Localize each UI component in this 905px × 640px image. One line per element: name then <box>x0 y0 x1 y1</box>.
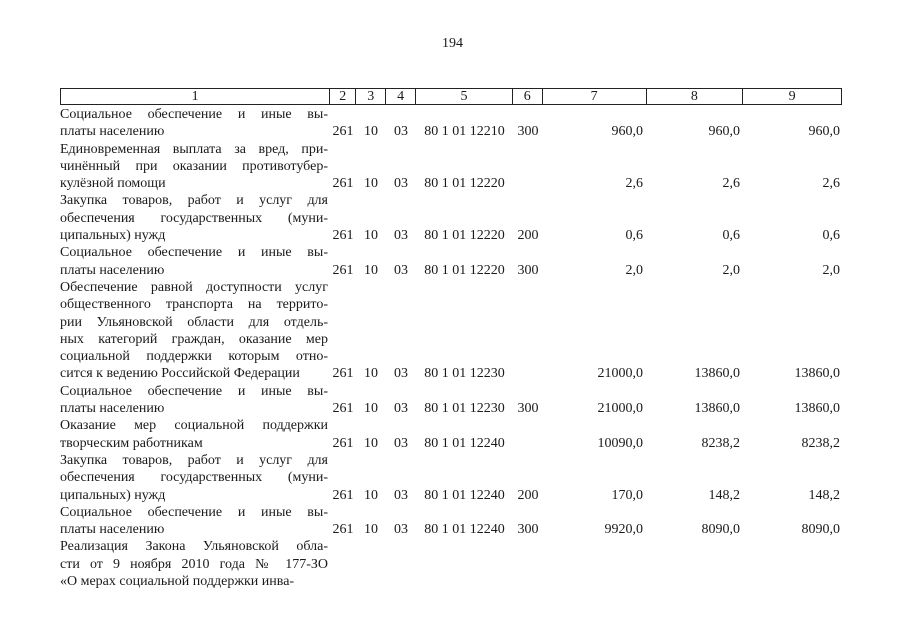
cell-amount-col9: 960,0 <box>808 124 840 140</box>
cell-target-article: 80 1 01 12240 <box>424 522 505 538</box>
cell-section: 10 <box>364 401 378 417</box>
row-name-line: платы населению <box>60 401 165 417</box>
row-name-line: творческим работникам <box>60 435 203 451</box>
row-name-line: Оказание мер социальной поддержки <box>60 418 328 434</box>
cell-target-article: 80 1 01 12220 <box>424 228 505 244</box>
table-row <box>60 504 842 539</box>
cell-amount-col7: 0,6 <box>625 228 643 244</box>
row-name <box>60 141 330 193</box>
row-name-line: ципальных) нужд <box>60 487 166 503</box>
cell-amount-col8: 960,0 <box>708 124 740 140</box>
cell-amount-col9: 13860,0 <box>794 401 840 417</box>
cell-section: 10 <box>364 435 378 451</box>
cell-expense-type: 300 <box>517 124 539 140</box>
cell-gr: 261 <box>332 262 354 278</box>
row-name-line: обеспечения государственных (муни- <box>60 210 328 226</box>
cell-section: 10 <box>364 262 378 278</box>
row-name-line: ципальных) нужд <box>60 228 166 244</box>
cell-amount-col8: 148,2 <box>708 487 740 503</box>
header-col-1: 1 <box>61 89 330 104</box>
cell-subsection: 03 <box>394 487 408 503</box>
cell-subsection: 03 <box>394 262 408 278</box>
cell-subsection: 03 <box>394 522 408 538</box>
cell-gr: 261 <box>332 228 354 244</box>
row-name-line: сти от 9 ноября 2010 года № 177-ЗО <box>60 556 328 572</box>
cell-amount-col8: 13860,0 <box>694 366 740 382</box>
header-col-7: 7 <box>543 89 647 104</box>
cell-amount-col7: 2,0 <box>625 262 643 278</box>
cell-amount-col7: 960,0 <box>611 124 643 140</box>
cell-amount-col8: 8090,0 <box>701 522 740 538</box>
row-name-line: ных категорий граждан, оказание мер <box>60 331 328 347</box>
cell-gr: 261 <box>332 366 354 382</box>
row-name-line: обеспечения государственных (муни- <box>60 470 328 486</box>
cell-amount-col7: 21000,0 <box>597 366 643 382</box>
header-col-4: 4 <box>386 89 416 104</box>
cell-amount-col9: 2,0 <box>822 262 840 278</box>
row-name-line: Социальное обеспечение и иные вы- <box>60 383 328 399</box>
cell-gr: 261 <box>332 124 354 140</box>
table-row <box>60 452 842 504</box>
row-name-line: Социальное обеспечение и иные вы- <box>60 504 328 520</box>
row-name <box>60 383 330 418</box>
cell-amount-col8: 2,0 <box>722 262 740 278</box>
cell-amount-col9: 8090,0 <box>801 522 840 538</box>
cell-subsection: 03 <box>394 176 408 192</box>
cell-subsection: 03 <box>394 366 408 382</box>
table-header <box>60 88 842 105</box>
cell-amount-col9: 13860,0 <box>794 366 840 382</box>
cell-target-article: 80 1 01 12230 <box>424 401 505 417</box>
row-name <box>60 417 330 452</box>
cell-section: 10 <box>364 176 378 192</box>
cell-amount-col7: 170,0 <box>611 487 643 503</box>
cell-section: 10 <box>364 366 378 382</box>
cell-gr: 261 <box>332 176 354 192</box>
cell-target-article: 80 1 01 12240 <box>424 435 505 451</box>
row-name <box>60 452 330 504</box>
row-name <box>60 504 330 539</box>
row-name-line: «О мерах социальной поддержки инва- <box>60 574 295 590</box>
cell-subsection: 03 <box>394 401 408 417</box>
row-name-line: сится к ведению Российской Федерации <box>60 366 300 382</box>
header-col-8: 8 <box>647 89 744 104</box>
cell-target-article: 80 1 01 12220 <box>424 262 505 278</box>
cell-section: 10 <box>364 522 378 538</box>
table-row <box>60 244 842 279</box>
table-row <box>60 538 842 590</box>
cell-amount-col9: 148,2 <box>808 487 840 503</box>
page-number: 194 <box>442 36 463 51</box>
cell-amount-col9: 2,6 <box>822 176 840 192</box>
cell-gr: 261 <box>332 487 354 503</box>
row-name <box>60 538 330 590</box>
cell-target-article: 80 1 01 12210 <box>424 124 505 140</box>
cell-amount-col8: 8238,2 <box>701 435 740 451</box>
cell-section: 10 <box>364 228 378 244</box>
cell-gr: 261 <box>332 401 354 417</box>
cell-expense-type: 300 <box>517 262 539 278</box>
row-name-line: общественного транспорта на террито- <box>60 297 328 313</box>
row-name <box>60 192 330 244</box>
cell-section: 10 <box>364 487 378 503</box>
row-name-line: чинённый при оказании противотубер- <box>60 158 328 174</box>
cell-target-article: 80 1 01 12230 <box>424 366 505 382</box>
header-col-9: 9 <box>788 89 796 104</box>
header-col-5: 5 <box>416 89 513 104</box>
row-name-line: социальной поддержки которым отно- <box>60 349 328 365</box>
row-name <box>60 244 330 279</box>
table-body <box>60 106 842 590</box>
row-name-line: Реализация Закона Ульяновской обла- <box>60 539 328 555</box>
header-col-2: 2 <box>330 89 356 104</box>
row-name-line: Социальное обеспечение и иные вы- <box>60 107 328 122</box>
cell-amount-col7: 10090,0 <box>597 435 643 451</box>
cell-amount-col7: 21000,0 <box>597 401 643 417</box>
cell-amount-col7: 2,6 <box>625 176 643 192</box>
row-name-line: Обеспечение равной доступности услуг <box>60 279 328 295</box>
table-row <box>60 279 842 383</box>
row-name-line: кулёзной помощи <box>60 176 166 192</box>
cell-amount-col8: 0,6 <box>722 228 740 244</box>
row-name-line: Закупка товаров, работ и услуг для <box>60 452 328 468</box>
header-col-3: 3 <box>356 89 386 104</box>
row-name-line: Социальное обеспечение и иные вы- <box>60 245 328 261</box>
table-row <box>60 106 842 141</box>
row-name-line: рии Ульяновской области для отдель- <box>60 314 328 330</box>
cell-expense-type: 300 <box>517 522 539 538</box>
cell-expense-type: 200 <box>517 487 539 503</box>
row-name-line: платы населению <box>60 262 165 278</box>
cell-gr: 261 <box>332 522 354 538</box>
cell-expense-type: 300 <box>517 401 539 417</box>
cell-gr: 261 <box>332 435 354 451</box>
row-name-line: платы населению <box>60 124 165 140</box>
row-name-line: платы населению <box>60 522 165 538</box>
cell-amount-col7: 9920,0 <box>604 522 643 538</box>
header-col-6: 6 <box>513 89 543 104</box>
cell-subsection: 03 <box>394 228 408 244</box>
table-row <box>60 383 842 418</box>
cell-amount-col8: 2,6 <box>722 176 740 192</box>
cell-amount-col8: 13860,0 <box>694 401 740 417</box>
cell-subsection: 03 <box>394 435 408 451</box>
row-name <box>60 279 330 383</box>
cell-amount-col9: 8238,2 <box>801 435 840 451</box>
cell-target-article: 80 1 01 12220 <box>424 176 505 192</box>
table-row <box>60 141 842 193</box>
table-row <box>60 417 842 452</box>
row-name-line: Закупка товаров, работ и услуг для <box>60 193 328 209</box>
cell-target-article: 80 1 01 12240 <box>424 487 505 503</box>
row-name <box>60 106 330 141</box>
cell-section: 10 <box>364 124 378 140</box>
cell-amount-col9: 0,6 <box>822 228 840 244</box>
row-name-line: Единовременная выплата за вред, при- <box>60 141 328 157</box>
cell-subsection: 03 <box>394 124 408 140</box>
table-row <box>60 192 842 244</box>
cell-expense-type: 200 <box>517 228 539 244</box>
